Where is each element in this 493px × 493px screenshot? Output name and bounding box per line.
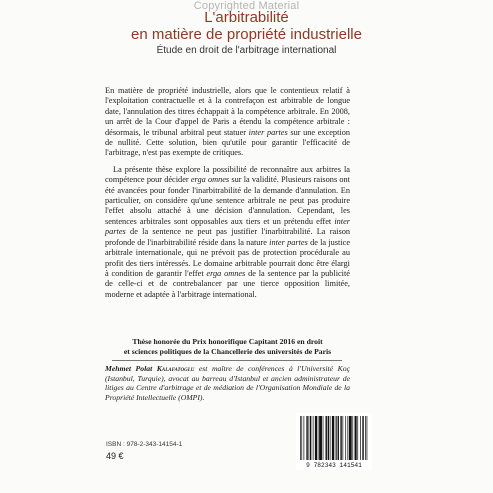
barcode (296, 413, 372, 470)
barcode-bar (349, 416, 352, 460)
barcode-bar (347, 416, 348, 460)
author-bio (105, 364, 350, 402)
barcode-bar (362, 416, 363, 460)
author-last-name: Kalafatoglu (156, 364, 195, 373)
barcode-bar (323, 416, 324, 460)
barcode-bar (313, 416, 314, 460)
summary-p2-italic1: erga omnes (190, 175, 230, 185)
summary-p2-e: de la sentence par la publicité de celle-ci et de contrebalancer par une tierce opposition limitée, moderne et adaptée à l'arbitrage international. (105, 268, 350, 299)
barcode-bar (328, 416, 329, 460)
summary-paragraph-2 (105, 165, 350, 300)
summary-p2-c: de la sentence ne peut pas justifier l'inarbitrabilité. La raison profonde de l'inarbitrabilité réside dans la nature (105, 227, 351, 247)
barcode-bar (319, 416, 322, 460)
barcode-bar (301, 416, 302, 460)
barcode-bar (309, 416, 310, 460)
copyright-watermark: Copyrighted Material (193, 0, 300, 12)
barcode-bar (306, 416, 307, 460)
barcode-bar (336, 416, 337, 460)
barcode-bar (300, 416, 301, 460)
barcode-graphic (296, 413, 372, 470)
barcode-bar (315, 416, 317, 460)
barcode-bar (365, 416, 366, 460)
divider (112, 360, 342, 361)
summary-p2-b: sur la validité. Plusieurs raisons ont été avancées pour fonder l'inarbitrabilité de la demande d'annulation. En particulier, on considère qu'une sentence arbitrale ne peut pas produire l'effet absolu attaché à une décision d'annulation. Cependant, les sentences arbitrales sont opposables aux tiers et un prétendu effet (105, 175, 350, 226)
barcode-bar (360, 416, 361, 460)
barcode-bar (304, 416, 305, 460)
barcode-bar (357, 416, 358, 460)
barcode-digits: 9 782343 141541 (306, 462, 362, 469)
author-first-name: Mehmet Polat (105, 364, 153, 373)
barcode-bar (335, 416, 336, 460)
barcode-bar (326, 416, 327, 460)
barcode-bar (338, 416, 339, 460)
summary-p1-end: sur une exception de nullité. Cette solution, bien qu'utile pour garantir l'efficacité de l'arbitrage, n'est pas exempte de critiques. (105, 127, 350, 158)
prize-line-1: Thèse honorée du Prix honorifique Capitant 2016 en droit (132, 337, 323, 346)
barcode-bars (300, 416, 367, 460)
barcode-bar (355, 416, 357, 460)
book-title-line1: L'arbitrabilité (204, 9, 289, 26)
barcode-bar (345, 416, 346, 460)
barcode-bar (332, 416, 334, 460)
author-bio-text: est maître de conférences à l'Université Koç (Istanbul, Turquie), avocat au barreau d'Istanbul et ancien administrateur de litiges au Centre d'arbitrage et de médiation de l'Organisation Mondiale de la Propriété Intellectuelle (OMPI). (105, 364, 350, 402)
summary-p1-italic: inter partes (248, 127, 288, 137)
summary-p2-d: de la justice arbitrale internationale, qui ne prévoit pas de protection procédurale au profit des tiers intéressés. Le domaine arbitrable pourrait donc être élargi à condition de garantir l'effet (105, 237, 351, 278)
summary-p2-italic4: erga omnes (206, 268, 246, 278)
summary-p1-text: En matière de propriété industrielle, alors que le contentieux relatif à l'exploitation contractuelle et à la contrefaçon est arbitrable de longue date, l'annulation des titres échappait à la compétence arbitrale. En 2008, un arrêt de la Cour d'appel de Paris a étendu la compétence arbitrale : désormais, le tribunal arbitral peut statuer (105, 86, 350, 137)
prize-note (105, 337, 350, 357)
barcode-bar (352, 416, 353, 460)
book-subtitle: Étude en droit de l'arbitrage international (156, 45, 337, 56)
barcode-bar (310, 416, 311, 460)
barcode-bar (330, 416, 331, 460)
price: 49 € (106, 451, 124, 461)
summary-text (105, 86, 350, 306)
book-title-line2: en matière de propriété industrielle (131, 26, 362, 43)
summary-p2-italic2: inter partes (105, 216, 350, 237)
summary-p2-a: La présente thèse explore la possibilité de reconnaître aux arbitres la compétence pour décider (105, 164, 350, 185)
title-block (0, 9, 493, 56)
summary-paragraph-1 (105, 86, 350, 159)
summary-p2-italic3: inter partes (269, 237, 308, 247)
barcode-bar (340, 416, 341, 460)
barcode-bar (343, 416, 344, 460)
barcode-bar (367, 416, 368, 460)
prize-line-2: et sciences politiques de la Chancellerie des universités de Paris (123, 347, 332, 356)
barcode-bar (318, 416, 319, 460)
isbn: ISBN : 978-2-343-14154-1 (106, 441, 183, 448)
